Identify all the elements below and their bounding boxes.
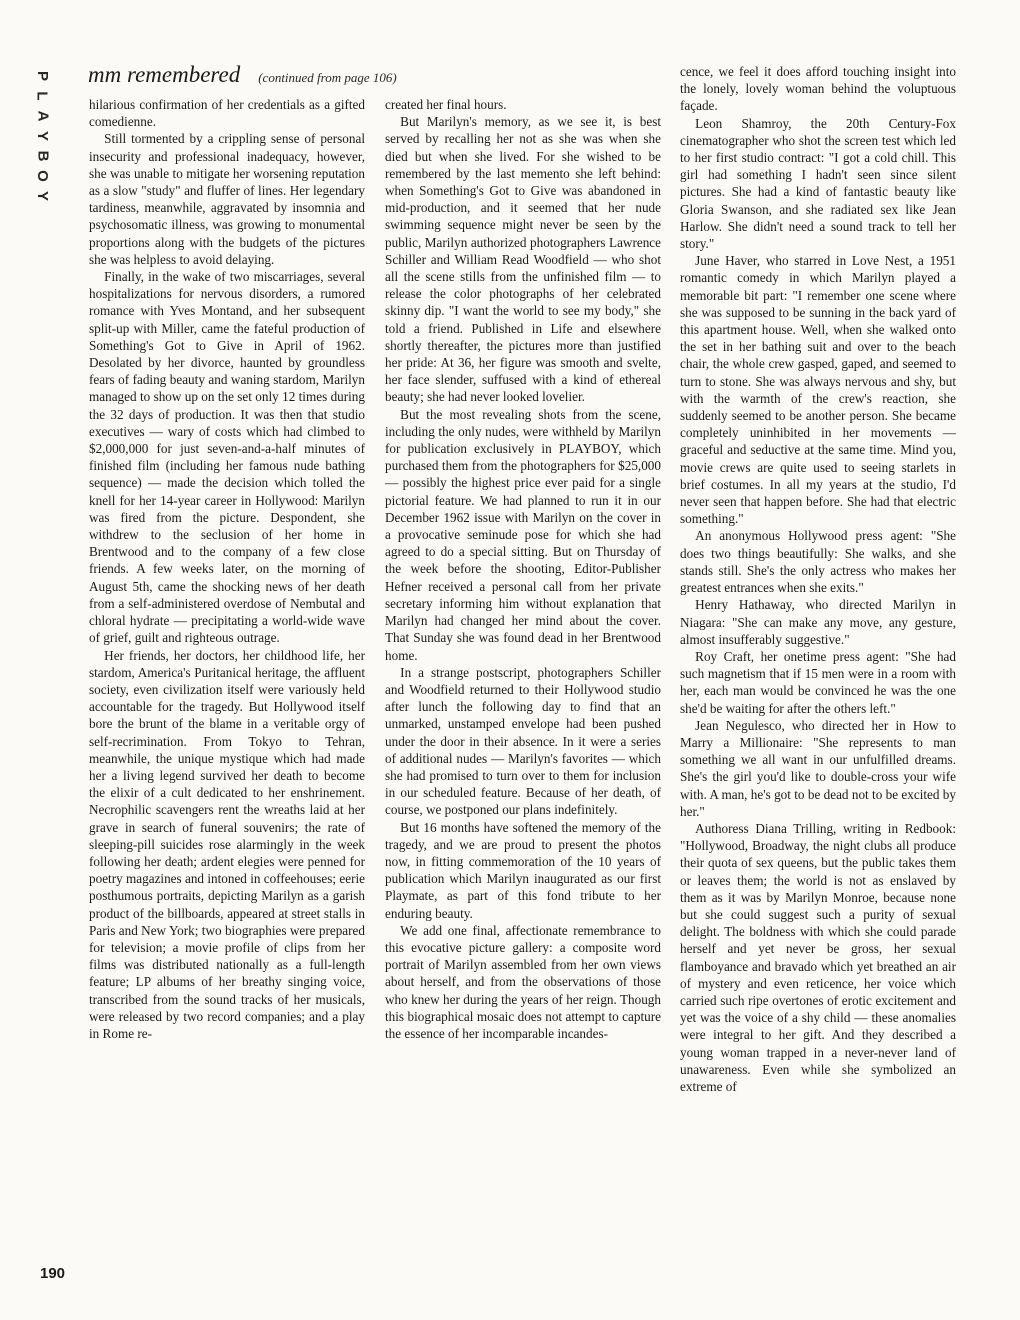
article-title: mm remembered [88,62,241,87]
paragraph: But Marilyn's memory, as we see it, is best served by recalling her not as she was when she died but when she lived. For she wished to be remembered by the last memento she left behind: when Something's Got to Give was abandoned in mid-production, and it seemed that her nude swimming sequence might never be seen by the public, Marilyn authorized photographers Lawrence Schiller and William Read Woodfield — who shot all the scene stills from the unfinished film — to release the color photographs of her celebrated skinny dip. "I want the world to see my body," she told a friend. Published in Life and elsewhere shortly thereafter, the pictures more than justified her pride: At 36, her figure was smooth and svelte, her face slender, suffused with a kind of ethereal beauty; she had never looked lovelier. [385,114,661,405]
paragraph: Roy Craft, her onetime press agent: "She had such magnetism that if 15 men were in a room with her, each man would be convinced he was the one she'd be waiting for after the others left." [680,648,956,716]
paragraph: June Haver, who starred in Love Nest, a 1951 romantic comedy in which Marilyn played a memorable bit part: "I remember one scene where she was supposed to be sunning in the back yard of this apartment house. Well, when she walked onto the set in her bathing suit and over to the beach chair, the whole crew gasped, gaped, and seemed to turn to stone. She was always nervous and shy, but with the warmth of the crew's reaction, she suddenly seemed to be another person. She became completely uninhibited in her movements — graceful and seductive at the same time. Mind you, movie crews are quite used to seeing starlets in brief costumes. In all my years at the studio, I'd never seen that happen before. She had that electric something." [680,253,956,527]
text-column-2 [385,96,661,1042]
page-number: 190 [40,1265,66,1282]
paragraph: Leon Shamroy, the 20th Century-Fox cinematographer who shot the screen test which led to her first studio contract: "I got a cold chill. This girl had something I hadn't seen since silent pictures. She had a kind of fantastic beauty like Gloria Swanson, and she radiated sex like Jean Harlow. She didn't need a sound track to tell her story." [680,115,956,252]
logo-letter: P [33,70,51,82]
continued-note: (continued from page 106) [258,70,397,85]
paragraph: Jean Negulesco, who directed her in How to Marry a Millionaire: "She represents to man something we all want in our unfulfilled dreams. She's the girl you'd like to double-cross your wife with. A man, he's got to be dead not to be excited by her." [680,717,956,819]
paragraph: An anonymous Hollywood press agent: "She does two things beautifully: She walks, and she stands still. She's the only actress who makes her greatest entrances when she exits." [680,528,956,596]
paragraph: But the most revealing shots from the scene, including the only nudes, were withheld by Marilyn for publication exclusively in PLAYBOY, which purchased them from the photographers for $25,000 — possibly the highest price ever paid for a single pictorial feature. We had planned to run it in our December 1962 issue with Marilyn on the cover in a provocative seminude pose for which she had agreed to do a special sitting. But on Thursday of the week before the shooting, Editor-Publisher Hefner received a personal call from her private secretary informing him without explanation that Marilyn had changed her mind about the cover. That Sunday she was found dead in her Brentwood home. [385,406,661,663]
logo-letter: Y [33,130,51,142]
article-header [88,62,397,88]
paragraph: Authoress Diana Trilling, writing in Redbook: "Hollywood, Broadway, the night clubs all produce their quota of sex queens, but the public takes them or leaves them; the world is not as enslaved by them as it was by Marilyn Monroe, because none but she could suggest such a purity of sexual delight. The boldness with which she could parade herself and yet never be gross, her sexual flamboyance and bravado which yet breathed an air of mystery and even reticence, her voice which carried such ripe overtones of erotic excitement and yet was the voice of a shy child — these anomalies were integral to her gift. And they described a young woman trapped in a never-never land of unawareness. Even while she symbolized an extreme of [680,820,956,1094]
playboy-vertical-logo [30,66,54,206]
paragraph: In a strange postscript, photographers Schiller and Woodfield returned to their Hollywood studio after lunch the following day to find that an unmarked, unstamped envelope had been pushed under the door in their absence. In it were a series of additional nudes — Marilyn's favorites — which she had promised to turn over to them for inclusion in our scheduled feature. Because of her death, of course, we postponed our plans indefinitely. [385,664,661,818]
paragraph: Her friends, her doctors, her childhood life, her stardom, America's Puritanical heritage, the affluent society, even civilization itself were variously held accountable for the tragedy. But Hollywood itself bore the brunt of the blame in a veritable orgy of self-recrimination. From Tokyo to Tehran, meanwhile, the unique mystique which had made her a living legend survived her death to become the elixir of a cult dedicated to her enshrinement. Necrophilic scavengers rent the wreaths laid at her grave in search of funeral souvenirs; the rate of sleeping-pill suicides rose alarmingly in the week following her death; ardent elegies were penned for poetry magazines and intoned in coffeehouses; eerie posthumous portraits, depicting Marilyn as a garish product of the billboards, appeared at street stalls in Paris and New York; two biographies were prepared for television; a movie profile of clips from her films was distributed nationally as a full-length feature; LP albums of her breathy singing voice, transcribed from the sound tracks of her musicals, were released by two record companies; and a play in Rome re- [89,647,365,1041]
logo-letter: B [34,150,51,162]
paragraph: But 16 months have softened the memory of the tragedy, and we are proud to present the photos now, in fitting commemoration of the 10 years of publication which Marilyn inaugurated as our first Playmate, as part of this fond tribute to her enduring beauty. [385,819,661,921]
text-column-1 [89,96,365,1042]
paragraph: hilarious confirmation of her credentials as a gifted comedienne. [89,97,365,130]
paragraph: Finally, in the wake of two miscarriages, several hospitalizations for nervous disorders, a rumored romance with Yves Montand, and her subsequent split-up with Miller, came the fateful production of Something's Got to Give in April of 1962. Desolated by her divorce, haunted by groundless fears of fading beauty and waning stardom, Marilyn managed to show up on the set only 12 times during the 32 days of production. It was then that studio executives — wary of costs which had climbed to $2,000,000 for just seven-and-a-half minutes of finished film (including her famous nude bathing sequence) — made the decision which tolled the knell for her 14-year career in Hollywood: Marilyn was fired from the picture. Despondent, she withdrew to the seclusion of her home in Brentwood and to the company of a few close friends. A few weeks later, on the morning of August 5th, came the shocking news of her death from a self-administered overdose of Nembutal and chloral hydrate — precipitating a world-wide wave of grief, guilt and righteous outrage. [89,269,365,646]
paragraph: created her final hours. [385,97,507,112]
paragraph: Henry Hathaway, who directed Marilyn in Niagara: "She can make any move, any gesture, almost insufferably suggestive." [680,597,956,647]
logo-letter: O [33,170,51,182]
paragraph: cence, we feel it does afford touching insight into the lonely, lovely woman behind the voluptuous façade. [680,64,956,114]
paragraph: We add one final, affectionate remembrance to this evocative picture gallery: a composite word portrait of Marilyn assembled from her own views about herself, and from the observations of those who knew her during the years of her reign. Though this biographical mosaic does not attempt to capture the essence of her incomparable incandes- [385,922,661,1041]
logo-letter: Y [33,190,51,202]
logo-letter: L [33,91,51,101]
paragraph: Still tormented by a crippling sense of personal insecurity and professional inadequacy, however, she was unable to mitigate her worsening reputation as a slow "study" and fluffer of lines. Her legendary tardiness, meanwhile, aggravated by insomnia and psychosomatic illness, was growing to monumental proportions along with the budgets of the pictures she was helpless to avoid delaying. [89,131,365,267]
logo-letter: A [34,110,51,122]
text-column-3 [680,63,956,1095]
